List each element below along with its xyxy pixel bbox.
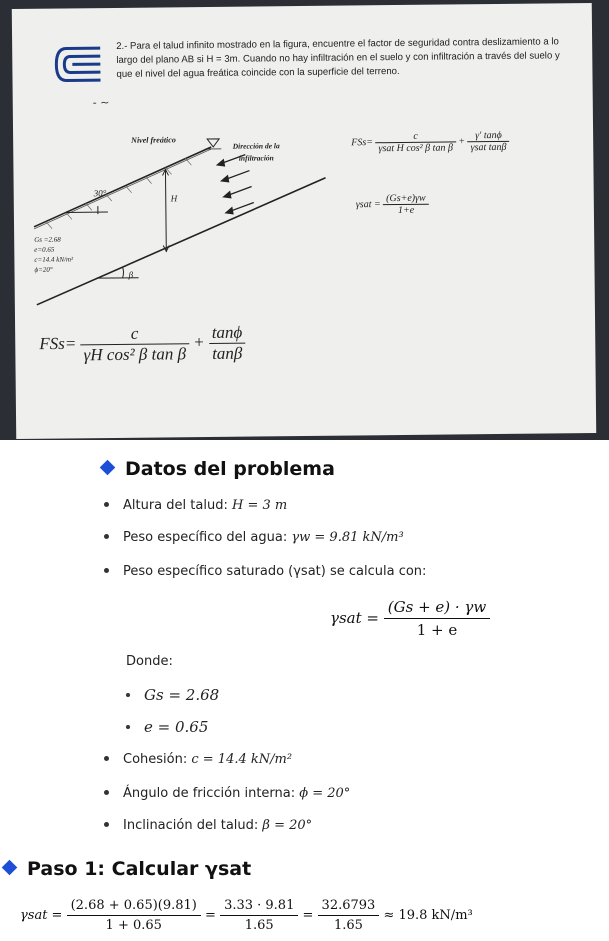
fs2-num1: c bbox=[80, 323, 189, 345]
eq-lhs: γsat = bbox=[330, 609, 379, 627]
calc-result: ≈ 19.8 kN/m³ bbox=[383, 908, 473, 923]
diamond-icon bbox=[100, 460, 116, 476]
problem-statement: 2.- Para el talud infinito mostrado en la figura, encuentre el factor de seguridad contra deslizamiento a lo largo del plano AB si H = 3m. Cuando no hay infiltración en el suelo y con infiltración a través del suelo y que el nivel del agua freática coincide con la superficie del terreno. bbox=[116, 36, 560, 80]
fs1-num2: γ′ tanϕ bbox=[467, 130, 509, 142]
fs1-den1: γsat H cos² β tan β bbox=[378, 142, 453, 155]
section-datos-heading: Datos del problema bbox=[102, 458, 335, 480]
gamma-sat-equation bbox=[330, 598, 490, 639]
calc-f1-den: 1 + 0.65 bbox=[105, 918, 162, 933]
soil-prop-c: c=14.4 kN/m² bbox=[34, 255, 74, 264]
calc-f3-num: 32.6793 bbox=[318, 898, 380, 916]
donde-label: Donde: bbox=[126, 654, 173, 669]
slide-photo bbox=[0, 0, 609, 440]
sublist-item-gs: Gs = 2.68 bbox=[126, 686, 219, 704]
gsat-lhs: γsat = bbox=[355, 198, 381, 211]
soil-prop-gs: Gs =2.68 bbox=[34, 235, 61, 244]
label-angle-30: 30° bbox=[93, 188, 107, 199]
fs-formula-no-infiltration bbox=[39, 323, 246, 366]
sublist-item-e: e = 0.65 bbox=[126, 718, 208, 736]
list-item-peso-agua: Peso específico del agua: γw = 9.81 kN/m³ bbox=[104, 530, 404, 545]
soil-properties bbox=[34, 234, 73, 274]
fs2-den1: γH cos² β tan β bbox=[83, 344, 187, 365]
eq-num: (Gs + e) · γw bbox=[384, 598, 490, 619]
fs2-plus: + bbox=[193, 332, 205, 352]
list-item-peso-saturado: Peso específico saturado (γsat) se calcula con: bbox=[104, 564, 426, 579]
slope-diagram bbox=[25, 125, 357, 318]
list-item-friccion: Ángulo de fricción interna: ϕ = 20° bbox=[104, 786, 350, 801]
calc-eq1: = bbox=[205, 908, 216, 923]
fs2-lhs: FSs= bbox=[39, 333, 77, 354]
list-item-inclinacion: Inclinación del talud: β = 20° bbox=[104, 818, 312, 833]
eq-den: 1 + e bbox=[416, 621, 458, 639]
calc-f2-den: 1.65 bbox=[244, 918, 274, 933]
slide-marks: - ~ bbox=[92, 96, 110, 110]
fs2-num2: tanϕ bbox=[209, 323, 246, 344]
diamond-icon bbox=[2, 860, 18, 876]
label-direccion-infiltracion: Dirección de la infiltración bbox=[232, 141, 280, 163]
calc-lhs: γsat = bbox=[20, 908, 63, 923]
soil-prop-e: e=0.65 bbox=[34, 245, 55, 254]
list-item-altura: Altura del talud: H = 3 m bbox=[104, 498, 287, 513]
fs1-plus: + bbox=[458, 136, 466, 148]
label-H: H bbox=[170, 193, 178, 204]
fs1-lhs: FSs= bbox=[351, 137, 373, 149]
calc-f2-num: 3.33 · 9.81 bbox=[220, 898, 298, 916]
list-item-cohesion: Cohesión: c = 14.4 kN/m² bbox=[104, 752, 292, 767]
gsat-den: 1+e bbox=[397, 204, 415, 217]
section-paso1-heading: Paso 1: Calcular γsat bbox=[4, 858, 251, 880]
gamma-sat-formula bbox=[356, 193, 429, 217]
label-beta: β bbox=[128, 269, 134, 280]
label-nivel-freatico: Nivel freático bbox=[131, 135, 176, 145]
soil-prop-phi: ϕ=20° bbox=[34, 265, 53, 274]
fs2-den2: tanβ bbox=[212, 343, 243, 363]
fs-formula-infiltration bbox=[351, 130, 510, 155]
gamma-sat-calculation bbox=[20, 898, 473, 933]
calc-eq2: = bbox=[302, 908, 314, 923]
calc-f3-den: 1.65 bbox=[333, 918, 363, 933]
calc-f1-num: (2.68 + 0.65)(9.81) bbox=[67, 898, 201, 916]
gsat-num: (Gs+e)γw bbox=[383, 193, 429, 205]
fs1-num1: c bbox=[375, 130, 456, 143]
slide bbox=[12, 3, 596, 439]
university-logo bbox=[50, 42, 106, 87]
fs1-den2: γsat tanβ bbox=[470, 141, 507, 154]
